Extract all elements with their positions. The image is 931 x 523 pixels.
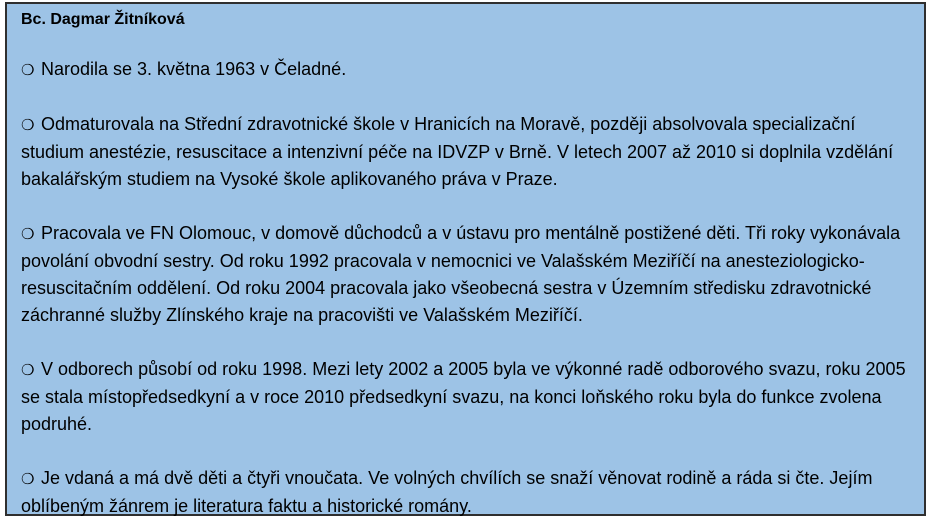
bio-paragraph-birth [21,56,912,84]
paragraph-text: Odmaturovala na Střední zdravotnické škole v Hranicích na Moravě, později absolvovala specializační studium anestézie, resuscitace a intenzivní péče na IDVZP v Brně. V letech 2007 až 2010 si doplnila vzdělání bakalářským studiem na Vysoké škole aplikovaného práva v Praze. [21,114,894,189]
circle-bullet-icon: ❍ [21,225,35,243]
bio-paragraph-education [21,111,912,193]
circle-bullet-icon: ❍ [21,116,35,134]
paragraph-text: Pracovala ve FN Olomouc, v domově důchodců a v ústavu pro mentálně postižené děti. Tři roky vykonávala povolání obvodní sestry. Od roku 1992 pracovala v nemocnici ve Valašském Meziříčí na anesteziologicko-resuscitačním oddělení. Od roku 2004 pracovala jako všeobecná sestra v Územním středisku zdravotnické záchranné služby Zlínského kraje na pracovišti ve Valašském Meziříčí. [21,223,901,325]
paragraph-text: Narodila se 3. května 1963 v Čeladné. [41,59,347,79]
paragraph-text: V odborech působí od roku 1998. Mezi lety 2002 a 2005 byla ve výkonné radě odborového svazu, roku 2005 se stala místopředsedkyní a v roce 2010 předsedkyní svazu, na konci loňského roku byla do funkce zvolena podruhé. [21,359,906,434]
circle-bullet-icon: ❍ [21,61,35,79]
bio-paragraph-family [21,465,912,520]
bio-paragraph-career [21,220,912,329]
bio-box [5,2,926,516]
circle-bullet-icon: ❍ [21,361,35,379]
person-name-heading: Bc. Dagmar Žitníková [21,11,185,28]
circle-bullet-icon: ❍ [21,470,35,488]
bio-paragraph-union [21,356,912,438]
paragraph-text: Je vdaná a má dvě děti a čtyři vnoučata. Ve volných chvílích se snaží věnovat rodině a ráda si čte. Jejím oblíbeným žánrem je literatura faktu a historické romány. [21,468,873,516]
